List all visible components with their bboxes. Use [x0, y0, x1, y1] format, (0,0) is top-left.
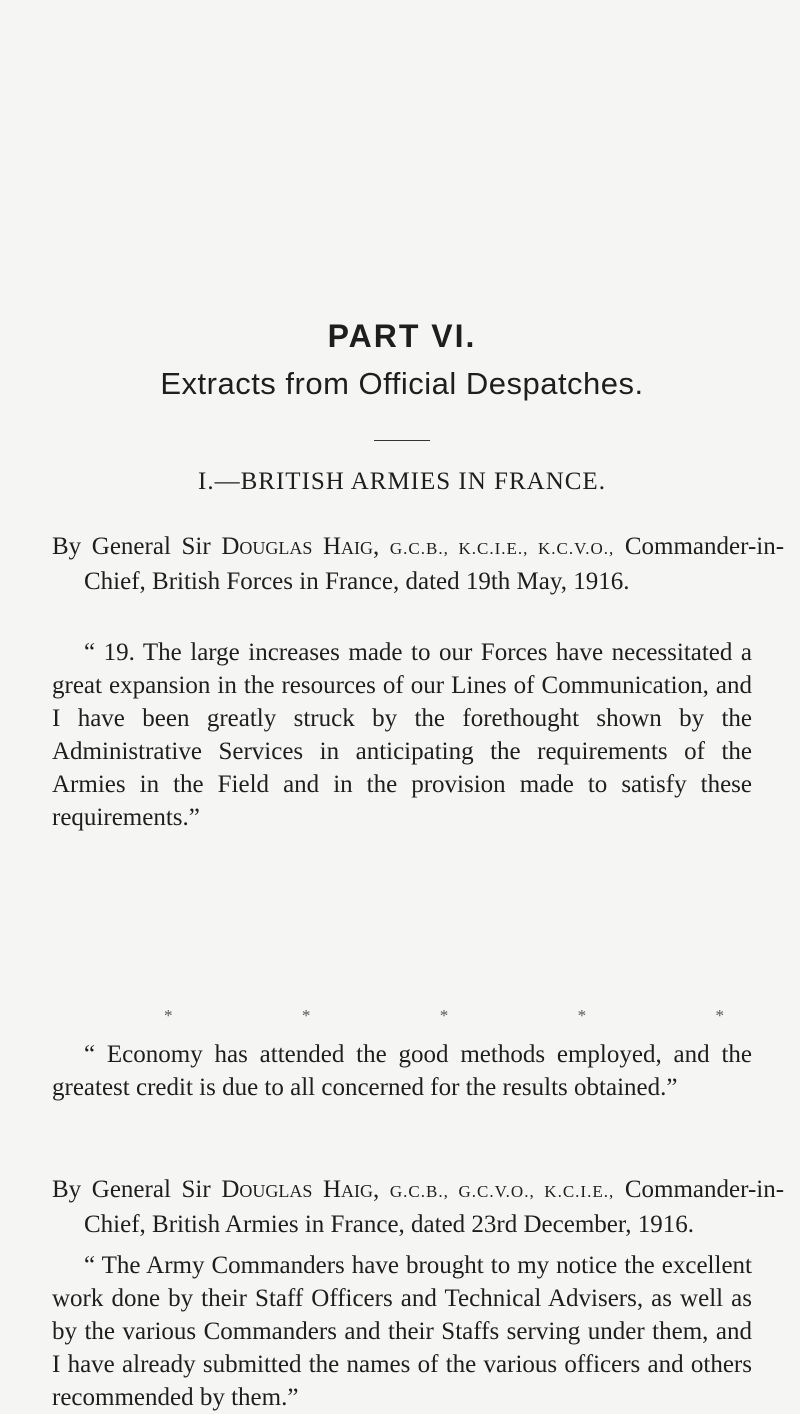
despatch1-quote-1: “ 19. The large increases made to our Forces have necessitated a great expansion in the resources of our Lines of Communication, and I have been greatly struck by the forethought shown by the Administrative Services in anticipating the requirements of the Armies in the Field and in the provision made to satisfy these requirements.” [52, 639, 752, 831]
star-mark: * [577, 1006, 587, 1025]
despatch1-quote-2: “ Economy has attended the good methods employed, and the greatest credit is due to all concerned for the results obtained.” [52, 1041, 752, 1101]
star-mark: * [439, 1006, 449, 1025]
ellipsis-stars [164, 1006, 724, 1026]
despatch1-byline [52, 530, 784, 598]
despatch2-by-prefix: By General Sir [52, 1176, 222, 1203]
despatch2-byline-rest: Commander-in-Chief, British Armies in France, dated 23rd December, 1916. [84, 1176, 785, 1238]
star-mark: * [301, 1006, 311, 1025]
despatch2-byline [52, 1173, 784, 1241]
star-mark: * [715, 1006, 724, 1025]
star-mark: * [164, 1006, 173, 1025]
section-heading: I.—BRITISH ARMIES IN FRANCE. [198, 468, 606, 495]
despatch1-byline-rest: Commander-in-Chief, British Forces in France, dated 19th May, 1916. [84, 533, 785, 595]
page-subtitle: Extracts from Official Despatches. [160, 366, 644, 401]
despatch1-by-prefix: By General Sir [52, 533, 222, 560]
divider-rule [374, 440, 430, 441]
despatch1-honours: G.C.B., K.C.I.E., K.C.V.O., [389, 539, 615, 558]
part-title: PART VI. [327, 318, 477, 354]
despatch2-author-name: Douglas Haig, [221, 1176, 380, 1203]
despatch2-quote-1: “ The Army Commanders have brought to my notice the excellent work done by their Staff Officers and Technical Advisers, as well as by the various Commanders and their Staffs serving under them, and I have already submitted the names of the various officers and others recommended by them.” [52, 1252, 752, 1411]
despatch1-author-name: Douglas Haig, [221, 533, 380, 560]
despatch2-honours: G.C.B., G.C.V.O., K.C.I.E., [389, 1182, 615, 1201]
